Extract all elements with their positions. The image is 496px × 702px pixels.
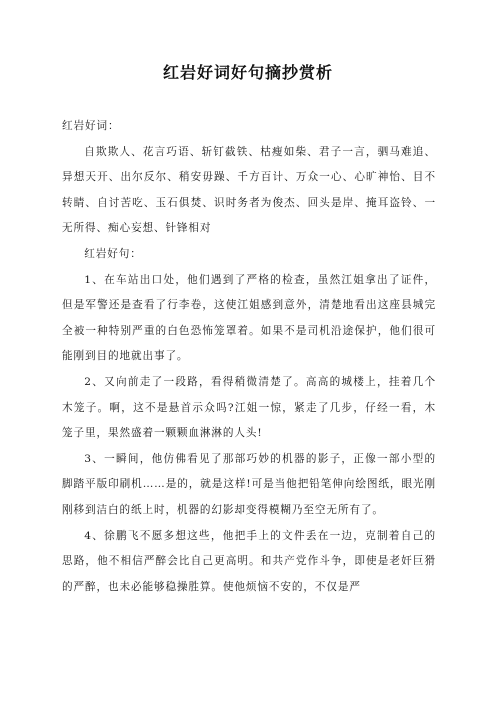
page-title: 红岩好词好句摘抄赏析 bbox=[162, 63, 333, 82]
sentence-paragraph-1: 1、在车站出口处，他们遇到了严格的检查，虽然江姐拿出了证件，但是军警还是查看了行李卷，这使江姐感到意外，清楚地看出这座县城完全被一种特别严重的白色恐怖笼罩着。如果不是司机沿途保护，他们很可能刚到目的地就出事了。 bbox=[62, 273, 436, 363]
article-body bbox=[62, 114, 436, 600]
sentences-heading: 红岩好句： bbox=[84, 247, 142, 260]
words-heading: 红岩好词： bbox=[62, 120, 120, 132]
words-paragraph: 自欺欺人、花言巧语、斩钉截铁、枯瘦如柴、君子一言，驷马难追、异想天开、出尔反尔、稍安毋躁、千方百计、万众一心、心旷神怡、目不转睛、自讨苦吃、玉石俱焚、识时务者为俊杰、回头是岸、掩耳盗铃、一无所得、痴心妄想、针锋相对 bbox=[62, 145, 436, 235]
sentence-paragraph-3: 3、一瞬间，他仿佛看见了那部巧妙的机器的影子，正像一部小型的脚踏平版印刷机……是的，就是这样!可是当他把铅笔伸向绘图纸，眼光刚刚移到洁白的纸上时，机器的幻影却变得模糊乃至空无所有了。 bbox=[62, 452, 436, 516]
sentence-paragraph-4: 4、徐鹏飞不愿多想这些，他把手上的文件丢在一边，克制着自己的思路，他不相信严醉会比自己更高明。和共产党作斗争，即使是老奸巨猾的严醉，也未必能够稳操胜算。使他烦恼不安的，不仅是严 bbox=[62, 529, 436, 593]
sentence-paragraph-2: 2、又向前走了一段路，看得稍微清楚了。高高的城楼上，挂着几个木笼子。啊，这不是悬首示众吗?江姐一惊，紧走了几步，仔经一看，木笼子里，果然盛着一颗颗血淋淋的人头! bbox=[62, 375, 436, 440]
